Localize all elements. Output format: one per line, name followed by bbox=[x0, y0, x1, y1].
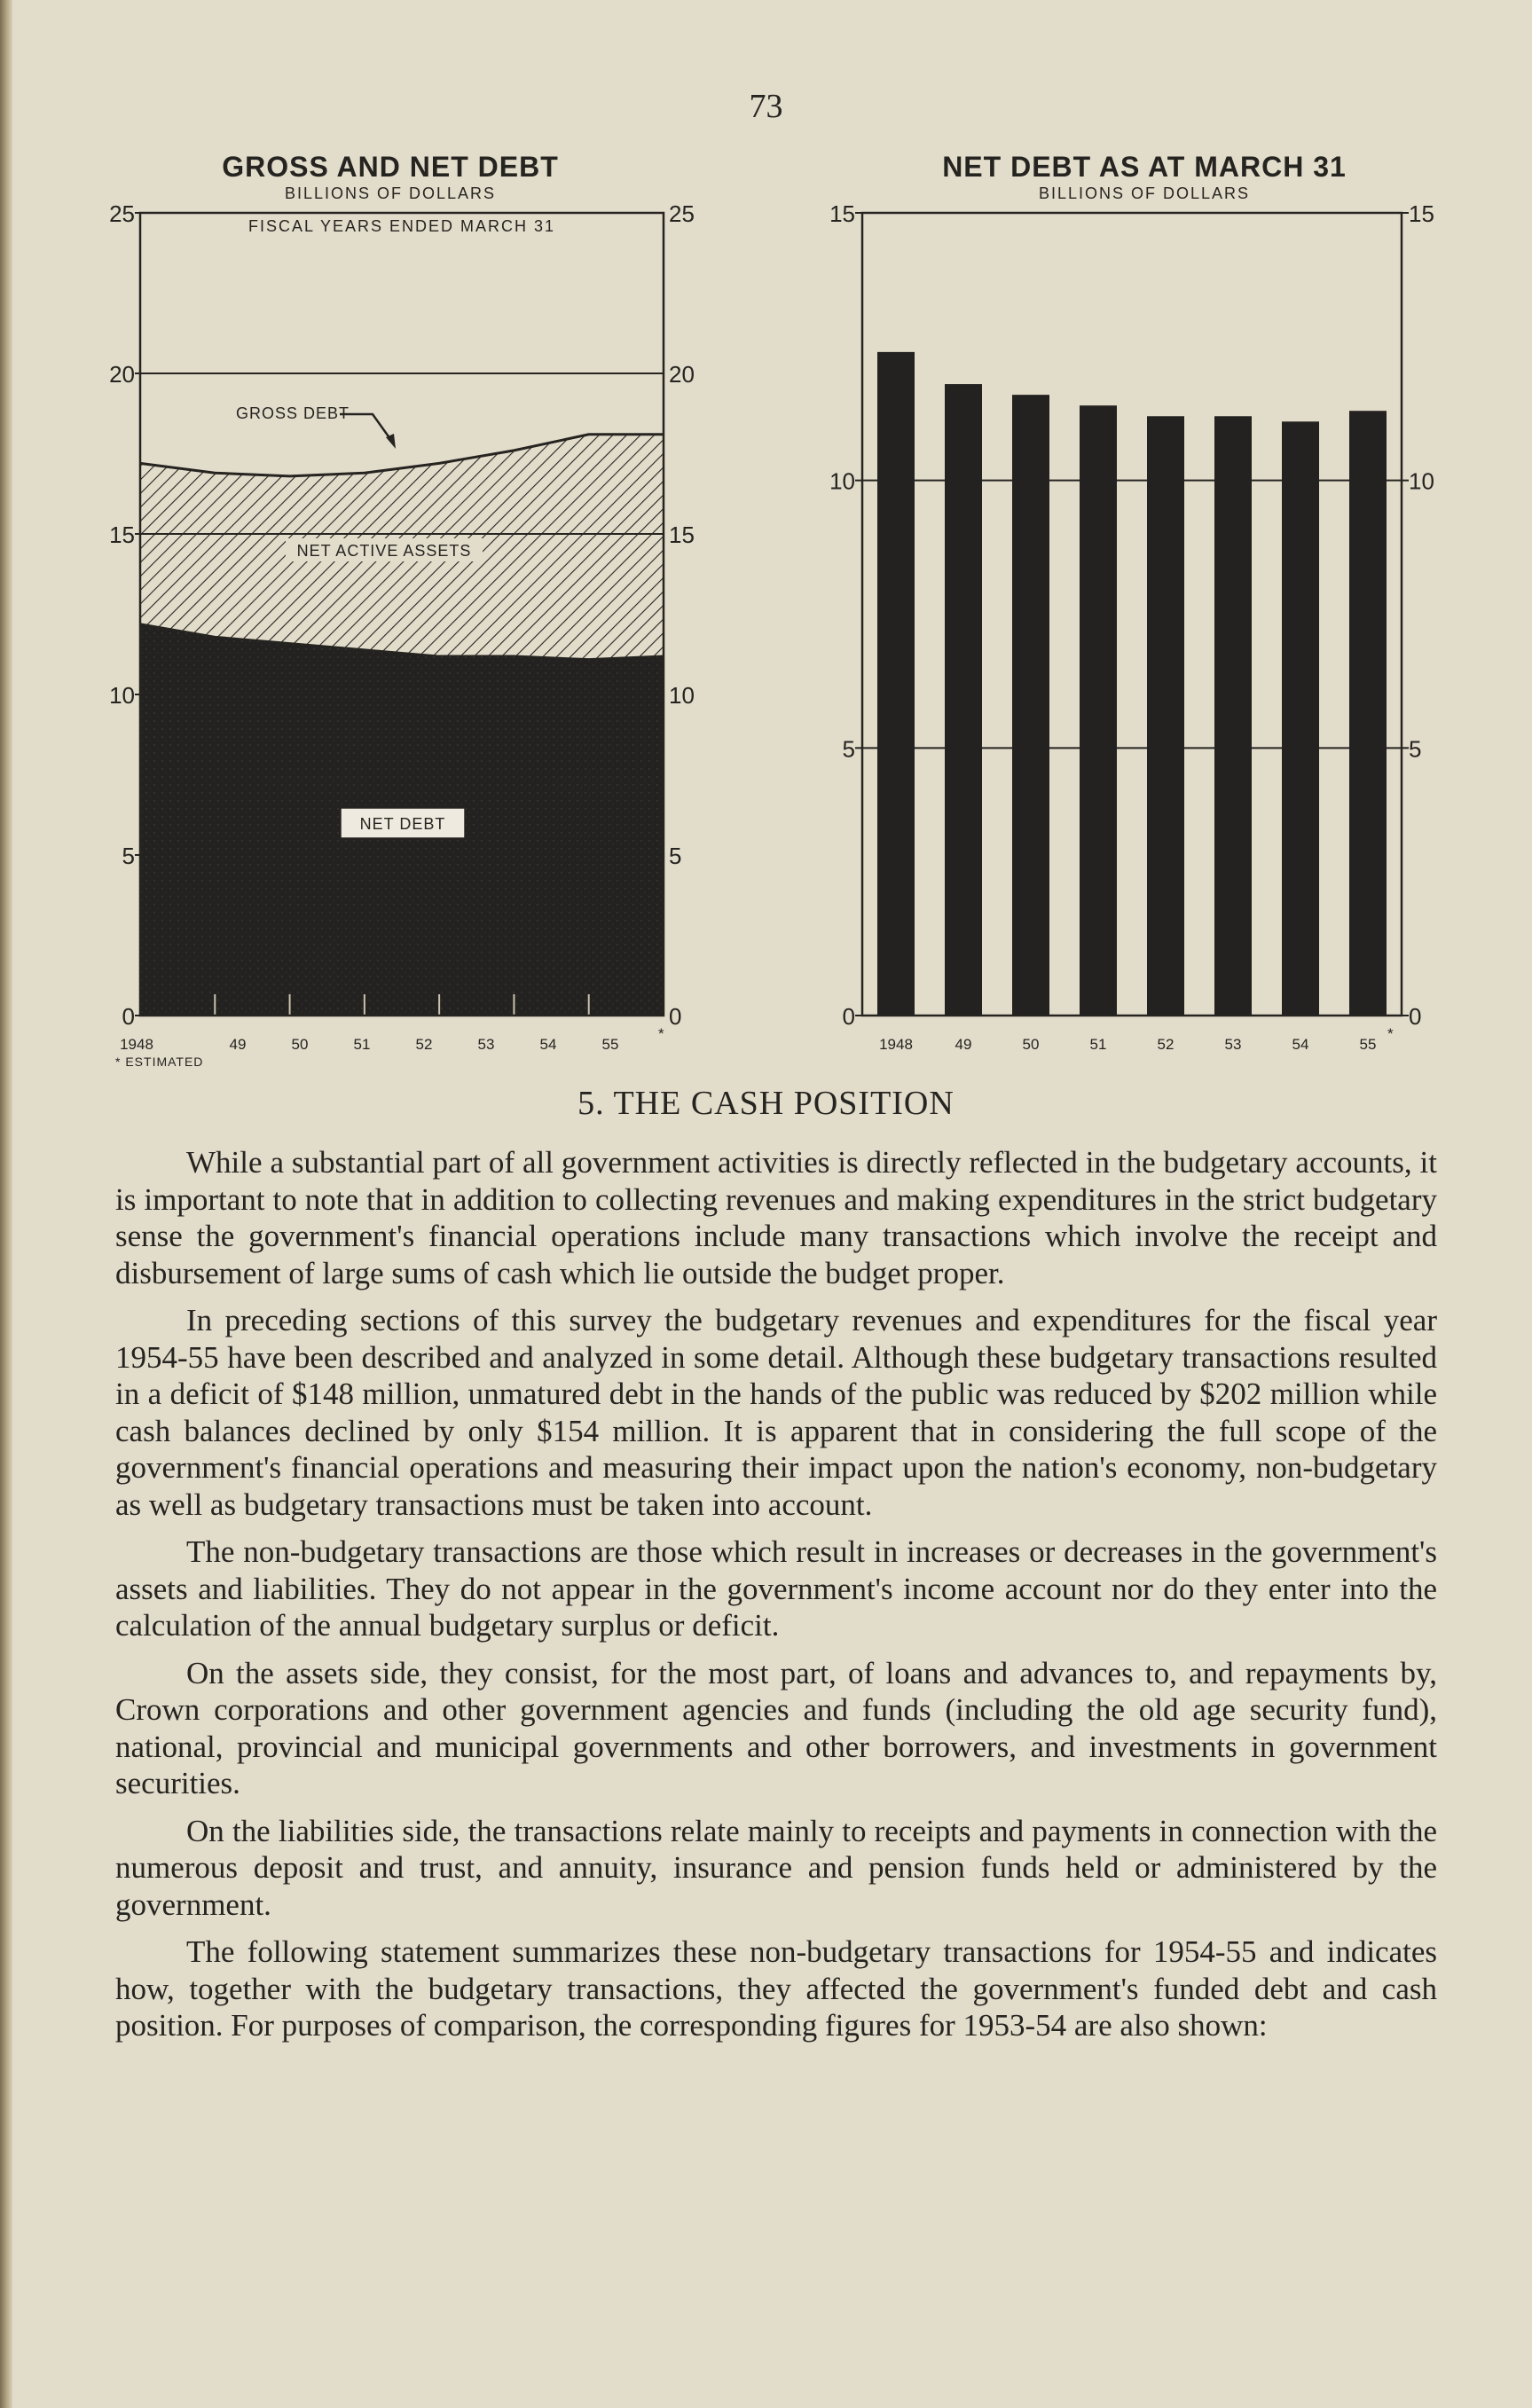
y-tick-label-right: 5 bbox=[1409, 735, 1422, 763]
bar-54 bbox=[1282, 421, 1319, 1016]
y-tick-label-left: 15 bbox=[109, 522, 135, 548]
paragraph: On the assets side, they consist, for the most part, of loans and advances to, and repayments by, Crown corporations and other government agencies and funds (including the old age security fund), national, provincial and municipal governments and other borrowers, and investments in government securities. bbox=[115, 1655, 1437, 1800]
bar-52 bbox=[1147, 416, 1184, 1016]
x-tick-label: 53 bbox=[1224, 1036, 1242, 1053]
x-tick-label: 51 bbox=[1089, 1036, 1107, 1053]
y-tick-label-left: 20 bbox=[109, 361, 135, 388]
y-tick-label-right: 25 bbox=[669, 200, 695, 227]
x-tick-label: 54 bbox=[1292, 1036, 1309, 1053]
book-spine-edge bbox=[0, 0, 12, 2408]
y-tick-label-left: 10 bbox=[109, 682, 135, 709]
fiscal-years-label: FISCAL YEARS ENDED MARCH 31 bbox=[247, 217, 556, 235]
estimated-marker: * bbox=[658, 1025, 664, 1042]
x-tick-label: 55 bbox=[1359, 1036, 1377, 1053]
page-number: 73 bbox=[749, 88, 783, 125]
chart-subtitle-right: BILLIONS OF DOLLARS bbox=[1038, 184, 1251, 202]
y-tick-label-left: 15 bbox=[829, 200, 855, 227]
y-tick-label-left: 10 bbox=[829, 467, 855, 495]
x-tick-label: 55 bbox=[601, 1036, 619, 1053]
x-tick-label: 52 bbox=[1157, 1036, 1175, 1053]
paragraph: The non-budgetary transactions are those which result in increases or decreases in the government's assets and liabilities. They do not appear in the government's income account nor do they enter into the calculation of the annual budgetary surplus or deficit. bbox=[115, 1534, 1437, 1643]
paragraph: In preceding sections of this survey the budgetary revenues and expenditures for the fiscal year 1954-55 have been described and analyzed in some detail. Although these budgetary transactions resulted in a deficit of $148 million, unmatured debt in the hands of the public was reduced by $202 million while cash balances declined by only $154 million. It is apparent that in considering the full scope of the government's financial operations and measuring their impact upon the nation's economy, non-budgetary as well as budgetary transactions must be taken into account. bbox=[115, 1303, 1437, 1522]
x-tick-label: 51 bbox=[353, 1036, 371, 1053]
y-tick-label-left: 0 bbox=[122, 1003, 135, 1030]
bar-53 bbox=[1214, 416, 1252, 1016]
paragraph: The following statement summarizes these non-budgetary transactions for 1954-55 and indicates how, together with the budgetary transactions, they affected the government's funded debt and cash position. For purposes of comparison, the corresponding figures for 1953-54 are also shown: bbox=[115, 1934, 1437, 2043]
net-debt-label: NET DEBT bbox=[359, 815, 446, 833]
y-tick-label-right: 10 bbox=[669, 682, 695, 709]
gross-net-debt-chart bbox=[89, 200, 727, 1078]
y-tick-label-right: 10 bbox=[1409, 467, 1434, 495]
chart-title-net-debt-march: NET DEBT AS AT MARCH 31 bbox=[942, 151, 1347, 183]
body-text bbox=[115, 1144, 1437, 2055]
x-tick-label: 1948 bbox=[879, 1036, 913, 1053]
gross-debt-label: GROSS DEBT bbox=[235, 404, 350, 422]
x-tick-label: 54 bbox=[539, 1036, 557, 1053]
net-active-assets-label: NET ACTIVE ASSETS bbox=[296, 542, 472, 560]
x-tick-label: 49 bbox=[229, 1036, 247, 1053]
section-heading: 5. THE CASH POSITION bbox=[577, 1085, 955, 1122]
y-tick-label-right: 20 bbox=[669, 361, 695, 388]
x-tick-label: 49 bbox=[955, 1036, 972, 1053]
paragraph: On the liabilities side, the transactions relate mainly to receipts and payments in connection with the numerous deposit and trust, and annuity, insurance and pension funds held or administered by the government. bbox=[115, 1813, 1437, 1922]
plot-frame bbox=[862, 213, 1402, 1016]
x-tick-label: 50 bbox=[291, 1036, 309, 1053]
y-tick-label-left: 5 bbox=[842, 735, 855, 763]
bar-49 bbox=[945, 384, 982, 1016]
y-tick-label-right: 5 bbox=[669, 843, 682, 869]
chart-subtitle-left: BILLIONS OF DOLLARS bbox=[284, 184, 497, 202]
y-tick-label-left: 0 bbox=[842, 1003, 855, 1030]
bar-1948 bbox=[877, 352, 915, 1016]
y-tick-label-right: 0 bbox=[1409, 1003, 1422, 1030]
x-tick-label: 50 bbox=[1022, 1036, 1040, 1053]
bar-51 bbox=[1080, 405, 1117, 1016]
estimated-marker: * bbox=[1387, 1025, 1394, 1042]
y-tick-label-right: 15 bbox=[669, 522, 695, 548]
x-tick-label: 53 bbox=[477, 1036, 495, 1053]
y-tick-label-right: 15 bbox=[1409, 200, 1434, 227]
x-tick-label: 1948 bbox=[120, 1036, 153, 1053]
y-tick-label-left: 25 bbox=[109, 200, 135, 227]
net-debt-bar-chart bbox=[798, 200, 1481, 1078]
x-tick-label: 52 bbox=[415, 1036, 433, 1053]
y-tick-label-left: 5 bbox=[122, 843, 135, 869]
chart-title-gross-net-debt: GROSS AND NET DEBT bbox=[222, 151, 559, 183]
y-tick-label-right: 0 bbox=[669, 1003, 682, 1030]
paragraph: While a substantial part of all government activities is directly reflected in the budgetary accounts, it is important to note that in addition to collecting revenues and making expenditures in the strict budgetary sense the government's financial operations include many transactions which involve the receipt and disbursement of large sums of cash which lie outside the budget proper. bbox=[115, 1145, 1437, 1290]
bar-50 bbox=[1012, 395, 1049, 1016]
estimated-footnote: * ESTIMATED bbox=[115, 1055, 204, 1069]
bar-55 bbox=[1349, 411, 1387, 1016]
